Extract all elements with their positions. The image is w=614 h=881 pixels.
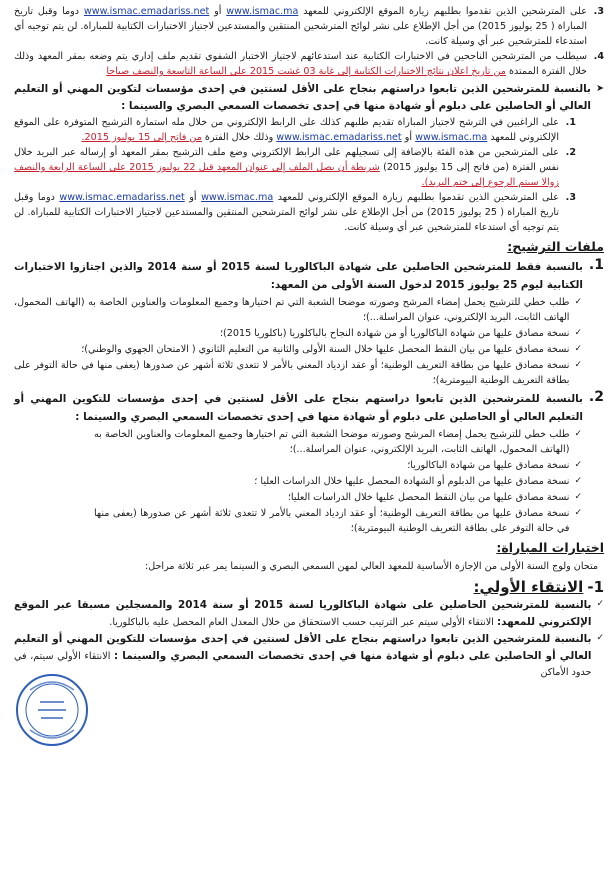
website-link[interactable]: www.ismac.ma bbox=[201, 192, 274, 203]
check-icon: ✓ bbox=[574, 508, 582, 518]
website-link-alt[interactable]: www.ismac.emadariss.net bbox=[83, 6, 210, 17]
files-section-2: 2. بالنسبة للمترشحين الذين تابعوا دراستهم بنجاح على الأقل لسنتين في إحدى مؤسسات للتكوين المهني أو التعليم العالي أو الحاصلين على دبلوم أو شهادة منها في إحدى تخصصات السمعي البصري والسينما : bbox=[14, 389, 604, 423]
deadline-highlight: شريطة أن يصل الملف إلى عنوان المعهد قبل 22 يوليوز 2015 على الساعة الرابعة والنصف زوالا سيتم الرجوع إلى ختم البريد). bbox=[14, 162, 559, 188]
check-icon: ✓ bbox=[574, 360, 582, 370]
files-section-1: 1. بالنسبة فقط للمترشحين الحاصلين على شهادة الباكالوريا لسنة 2015 أو سنة 2014 والذين اجتازوا الاختبارات الكتابية ليوم 25 يوليوز 2015 لدخول السنة الأولى من المعهد: bbox=[14, 257, 604, 291]
check-icon: ✓ bbox=[574, 297, 582, 307]
item-text: على المترشحين الذين تقدموا بطلبهم زيارة الموقع الإلكتروني للمعهد www.ismac.ma أو www.ismac.emadariss.net دوما وقبل تاريخ المباراة ( 25 يوليوز 2015) من أجل الإطلاع على نشر لوائح المترشحين المنتقين والمستدعين لاجتياز الاختبارات الكتابية للمباراة. لن يتم توجيه أي استدعاء للمترشحين عبر أي وسيلة كانت. bbox=[14, 6, 588, 47]
list-item: ✓ نسخة مصادق عليها من الدبلوم أو الشهادة المحصل عليها خلال الدراسات العليا ؛ bbox=[254, 476, 582, 487]
files-section-1-list bbox=[14, 295, 604, 388]
top-item-3 bbox=[14, 4, 604, 49]
files-section-2-list bbox=[14, 427, 604, 536]
website-link-alt[interactable]: www.ismac.emadariss.net bbox=[59, 192, 185, 203]
first-selection-bac: ✓ بالنسبة للمترشحين الحاصلين على شهادة الباكالوريا لسنة 2015 أو سنة 2014 والمسجلين مسبقا عبر الموقع الإلكتروني للمعهد: الانتقاء الأولي سيتم عبر الترتيب حسب الاستحقاق من خلال المعدل العام المحصل عليه بالباكلوريا. bbox=[14, 599, 604, 628]
check-icon: ✓ bbox=[574, 429, 582, 439]
group-b-item-2: 2. على المترشحين من هذه الفئة بالإضافة إلى تسجيلهم على الرابط الإلكتروني وضع ملف الترشيح بمقر المعهد أو إرساله عبر البريد خلال نفس الفترة (من فاتح إلى 15 يوليوز 2015) شريطة أن يصل الملف إلى عنوان المعهد قبل 22 يوليوز 2015 على الساعة الرابعة والنصف زوالا سيتم الرجوع إلى ختم البريد). bbox=[14, 147, 576, 188]
check-icon: ✓ bbox=[574, 460, 582, 470]
deadline-highlight: من تاريخ اعلان نتائج الاختبارات الكتابية إلى غاية 03 غشت 2015 على الساعة التاسعة والنصف صباحا bbox=[106, 66, 506, 77]
list-item: ✓ نسخة مصادق عليها من بيان النقط المحصل عليها خلال الدراسات العليا؛ bbox=[287, 492, 582, 503]
list-item: ✓ نسخة مصادق عليها من بطاقة التعريف الوطنية؛ أو عقد ازدياد المعني بالأمر لا تتعدى ثلاثة أشهر عن صدورها (يعفى منها في حالة التوفر على بطاقة التعريف الوطنية البيومترية)؛ bbox=[94, 508, 582, 534]
check-icon: ✓ bbox=[596, 599, 604, 609]
check-icon: ✓ bbox=[574, 328, 582, 338]
check-icon: ✓ bbox=[574, 344, 582, 354]
group-b-item-1: 1. على الراغبين في الترشح لاجتياز المباراة تقديم طلبهم كذلك على الرابط الإلكتروني من خلال مله استمارة الترشيح المتوفرة على الموقع الإلكتروني للمعهد www.ismac.ma أو www.ismac.emadariss.net وذلك خلال الفترة من فاتح إلى 15 يوليوز 2015. bbox=[14, 117, 576, 143]
list-item: ✓ نسخة مصادق عليها من بيان النقط المحصل عليها خلال السنة الأولى والثانية من التعليم الثانوي ( الامتحان الجهوي والوطني)؛ bbox=[81, 344, 582, 355]
files-section-title: ملفات الترشيح: bbox=[507, 239, 604, 254]
arrow-bullet-icon: ➤ bbox=[595, 83, 604, 94]
website-link[interactable]: www.ismac.ma bbox=[226, 6, 299, 17]
exams-intro: متحان ولوج السنة الأولى من الإجازة الأساسية للمعهد العالي لمهن السمعي البصري و السينما يمر عبر ثلاثة مراحل: bbox=[145, 561, 598, 572]
item-number: 4. bbox=[593, 51, 604, 62]
list-item: ✓ طلب خطي للترشيح يحمل إمضاء المرشح وصورته موضحا الشعبة التي تم اختيارها وجميع المعلومات والعناوين الخاصة به (الهاتف المحمول، الهاتف الثابت، البريد الإلكتروني، عنوان المراسلة...)؛ bbox=[14, 297, 582, 323]
item-text: سيطلب من المترشحين الناجحين في الاختبارات الكتابية عند استدعائهم لاجتياز الاختبار الشفوي تقديم ملف إداري يتم وضعه بمقر المعهد وذلك خلال الفترة الممتدة من تاريخ اعلان نتائج الاختبارات الكتابية إلى غاية 03 غشت 2015 على الساعة التاسعة والنصف صباحا bbox=[14, 51, 587, 77]
list-item: ✓ طلب خطي للترشيح يحمل إمضاء المرشح وصورته موضحا الشعبة التي تم اختيارها وجميع المعلومات والعناوين الخاصة به (الهاتف المحمول، الهاتف الثابت، البريد الإلكتروني، عنوان المراسلة...)؛ bbox=[94, 429, 582, 455]
website-link-alt[interactable]: www.ismac.emadariss.net bbox=[276, 132, 402, 143]
check-icon: ✓ bbox=[574, 476, 582, 486]
date-range-highlight: من فاتح إلى 15 يوليوز 2015. bbox=[81, 132, 202, 143]
first-selection-title: 1- الانتقاء الأولي: bbox=[473, 578, 604, 596]
first-selection-diploma: ✓ بالنسبة للمترشحين الذين تابعوا دراستهم بنجاح على الأقل لسنتين في إحدى مؤسسات للتكوين المهني أو التعليم العالي أو الحاصلين على دبلوم أو شهادة منها في إحدى تخصصات السمعي البصري والسينما : الانتقاء الأولي سيتم، في حدود الأماكن bbox=[14, 633, 604, 678]
official-stamp-icon bbox=[14, 672, 90, 748]
group-b-heading: ➤ بالنسبة للمترشحين الذين تابعوا دراستهم بنجاح على الأقل لسنتين في إحدى مؤسسات لتكوين المهني أو التعليم العالي أو الحاصلين على دبلوم أو شهادة منها في إحدى تخصصات السمعي البصري والسينما : bbox=[14, 83, 604, 112]
check-icon: ✓ bbox=[596, 633, 604, 643]
exams-section-title: اختبارات المباراة: bbox=[496, 540, 604, 555]
top-item-4 bbox=[14, 49, 604, 79]
check-icon: ✓ bbox=[574, 492, 582, 502]
list-item: ✓ نسخة مصادق عليها من شهادة الباكالوريا أو من شهادة النجاح بالباكلوريا (باكلوريا 2015)؛ bbox=[219, 328, 582, 339]
list-item: ✓ نسخة مصادق عليها من شهادة الباكالوريا؛ bbox=[407, 460, 582, 471]
item-number: 3. bbox=[593, 6, 604, 17]
group-b-item-3: 3. على المترشحين الذين تقدموا بطلبهم زيارة الموقع الإلكتروني للمعهد www.ismac.ma أو www.ismac.emadariss.net دوما وقبل تاريخ المباراة ( 25 يوليوز 2015) من أجل الإطلاع على نشر لوائح المترشحين المنتقين والمستدعين لاجتياز الاختبارات الكتابية للمباراة. لن يتم توجيه أي استدعاء للمترشحين عبر أي وسيلة كانت. bbox=[14, 192, 576, 233]
website-link[interactable]: www.ismac.ma bbox=[415, 132, 488, 143]
list-item: ✓ نسخة مصادق عليها من بطاقة التعريف الوطنية؛ أو عقد ازدياد المعني بالأمر لا تتعدى ثلاثة أشهر عن صدورها (يعفى منها في حالة التوفر على بطاقة التعريف الوطنية البيومترية)؛ bbox=[14, 360, 582, 386]
